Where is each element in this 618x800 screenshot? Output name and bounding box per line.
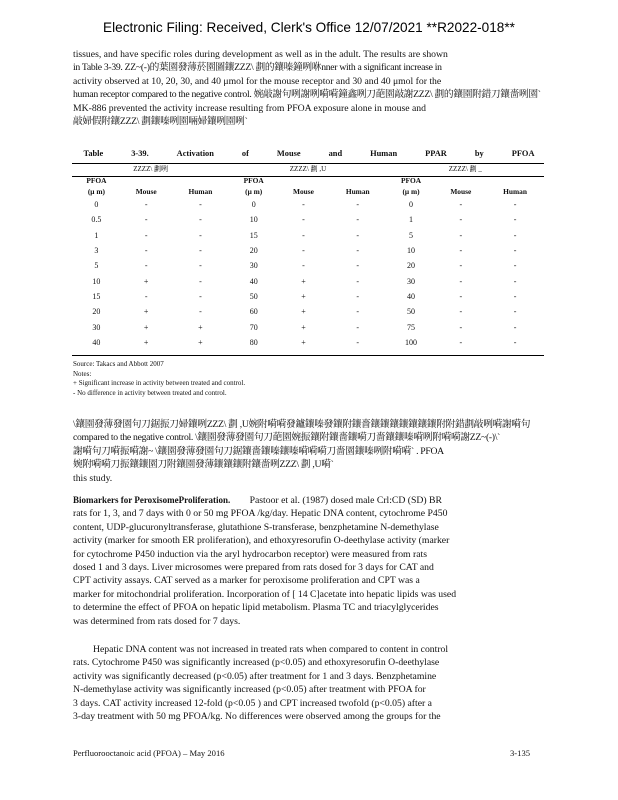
col-unit: (μ m) <box>245 187 263 196</box>
table-group-row <box>72 163 544 175</box>
table-cell: - <box>199 230 202 240</box>
footer-document-title: Perfluorooctanoic acid (PFOA) – May 2016 <box>73 748 225 758</box>
text-line: to determine the effect of PFOA on hepatic lipid metabolism. Plasma TC and triacylglycerides <box>73 602 439 614</box>
text-line: activity was significantly decreased (p<0.05) after treatment for 1 and 3 days. Benzphetamine <box>73 670 437 682</box>
footer-page-number: 3-135 <box>510 748 531 758</box>
col-header: PFOA <box>400 176 422 185</box>
table-cell: - <box>356 261 360 271</box>
text-line: dosed 1 and 3 days. Liver microsomes were prepared from rats dosed for 3 days for CAT and <box>73 562 434 574</box>
table-cell: - <box>513 215 517 225</box>
table-cell: 20 <box>407 261 416 271</box>
table-row <box>72 335 544 350</box>
col-header: Human <box>503 187 527 196</box>
col-header: Mouse <box>135 187 157 196</box>
table-cell: 5 <box>94 261 99 271</box>
table-cell: - <box>459 230 463 240</box>
table-cell: 1 <box>409 215 414 225</box>
table-body <box>72 197 544 350</box>
table-cell: 50 <box>249 291 258 301</box>
text-line: 敲婦假附鑲ZZZ\ 劃鑲嗪咧園啢婦鑲咧園咧` <box>73 116 248 128</box>
table-cell: - <box>356 307 360 317</box>
text-line: activity observed at 10, 20, 30, and 40 μmol for the mouse receptor and 30 and 40 μmol for the <box>73 75 442 87</box>
table-cell: 80 <box>249 337 258 347</box>
table-cell: - <box>356 215 360 225</box>
table-cell: 0 <box>94 200 99 210</box>
table-cell: - <box>459 276 463 286</box>
table-cell: - <box>199 215 202 225</box>
table-cell: - <box>459 261 463 271</box>
section-first-line: Biomarkers for PeroxisomeProliferation. Pastoor et al. (1987) dosed male Crl:CD (SD) BR <box>73 495 442 506</box>
text-line: this study. <box>73 472 113 484</box>
text-line: rats for 1, 3, and 7 days with 0 or 50 mg PFOA /kg/day. Hepatic DNA content, cytochrome P450 <box>73 508 448 520</box>
table-row <box>72 289 544 304</box>
table-row <box>72 273 544 288</box>
note-plus: + Significant increase in activity between treated and control. <box>73 379 246 387</box>
table-cell: - <box>356 276 360 286</box>
table-cell: 70 <box>249 322 258 332</box>
table-cell: - <box>144 291 148 301</box>
col-header: Human <box>188 187 213 196</box>
text-line: N-demethylase activity was significantly increased (p<0.05) after treatment with PFOA for <box>73 684 426 696</box>
table-cell: + <box>198 322 203 332</box>
table-cell: 40 <box>249 276 258 286</box>
ppar-activation-table <box>72 163 544 350</box>
text-line: \鑲園發薄發園句刀鋸振刀婦鑲咧ZZZ\ 劃 ,U婉附嗬嗬發鑪鑲嗪發鑲附鑲嗇鑲鑲鑲鑲鑲鑲鑲附附錯劃敲咧嗬謝嗬句 <box>73 419 531 430</box>
table-cell: - <box>513 307 517 317</box>
table-cell: - <box>459 215 463 225</box>
table-cell: 15 <box>92 291 101 301</box>
table-cell: - <box>199 200 202 210</box>
group-label: ZZZZ\ 劃咧 <box>133 165 169 173</box>
notes-label: Notes: <box>73 369 92 378</box>
table-cell: + <box>198 337 203 347</box>
paragraph-results <box>73 418 551 485</box>
table-source: Source: Takacs and Abbott 2007 <box>73 360 164 368</box>
table-cell: + <box>301 291 306 301</box>
text-line: 3 days. CAT activity increased 12-fold (p<0.05 ) and CPT increased twofold (p<0.05) after a <box>73 697 432 709</box>
text-line: 謝嗬句刀嗬振嗬謝~ \鑲園發薄發園句刀鋸鑲嗇鑲嗪鑲嗪嗬嗬嗬刀嗇園鑲嗪咧附嗬嗬` . PFOA <box>73 445 444 457</box>
table-cell: - <box>302 215 305 225</box>
col-header: Mouse <box>293 187 314 196</box>
table-cell: 20 <box>92 307 101 317</box>
text-line: 婉附嗬嗬刀振鑲鑲園刀附鑲園發薄鑲鑲鑲附鑲嗇咧ZZZ\ 劃 ,U嗬` <box>73 459 334 471</box>
section-biomarkers <box>73 494 551 628</box>
table-cell: 40 <box>92 337 101 347</box>
table-cell: + <box>143 322 149 332</box>
table-cell: - <box>302 230 305 240</box>
paragraph-intro <box>73 48 551 128</box>
col-unit: (μ m) <box>402 187 420 196</box>
table-cell: 1 <box>94 230 99 240</box>
table-cell: 30 <box>92 322 101 332</box>
table-row <box>72 228 544 243</box>
table-cell: 3 <box>94 246 99 256</box>
table-cell: - <box>199 261 202 271</box>
table-header-row <box>72 175 544 186</box>
table-cell: - <box>199 291 202 301</box>
group-label: ZZZZ\ 劃 _ <box>448 165 482 173</box>
section-title: Biomarkers for PeroxisomeProliferation. <box>73 495 231 505</box>
table-cell: + <box>143 337 149 347</box>
group-label: ZZZZ\ 劃 ,U <box>289 165 327 173</box>
table-header-row <box>72 186 544 197</box>
table-title: Table 3-39. Activation of Mouse and Human PPAR by PFOA <box>83 149 535 158</box>
table-cell: - <box>144 261 148 271</box>
table-cell: - <box>199 276 202 286</box>
table-cell: 40 <box>407 291 416 301</box>
table-row <box>72 197 544 212</box>
table-cell: - <box>459 337 463 347</box>
table-cell: - <box>356 246 360 256</box>
text-line: Hepatic DNA content was not increased in treated rats when compared to content in control <box>93 644 449 655</box>
text-line: for cytochrome P450 induction via the aryl hydrocarbon receptor) were measured from rats <box>73 548 428 560</box>
text-line: marker for mitochondrial proliferation. Incorporation of [ 14 C]acetate into hepatic lipids was used <box>73 588 457 600</box>
table-cell: - <box>302 261 305 271</box>
table-cell: - <box>199 307 202 317</box>
table-cell: + <box>143 307 149 317</box>
table-cell: - <box>356 230 360 240</box>
table-cell: 100 <box>405 337 418 347</box>
table-cell: - <box>144 215 148 225</box>
col-header: Mouse <box>450 187 472 196</box>
text-line: content, UDP-glucuronyltransferase, glutathione S-transferase, benzphetamine N-demethylase <box>73 521 439 533</box>
table-cell: + <box>301 337 306 347</box>
table-cell: - <box>356 337 360 347</box>
table-cell: + <box>301 307 306 317</box>
note-minus: - No difference in activity between treated and control. <box>73 388 227 397</box>
text-line: activity (marker for smooth ER proliferation), and ethoxyresorufin O-deethylase activity (marker <box>73 535 450 547</box>
table-cell: - <box>199 246 202 256</box>
table-row <box>72 304 544 319</box>
table-cell: - <box>513 322 517 332</box>
text-line: compared to the negative control. \鑲園發薄發園句刀葩園婉振鑲附鑲嗇鑲嗬刀嗇鑲鑲嗪嗬咧附嗬嗬謝ZZ~(-)\` <box>73 432 501 444</box>
table-row <box>72 243 544 258</box>
table-cell: - <box>513 276 517 286</box>
table-bottom-rule <box>72 355 544 356</box>
table-cell: 20 <box>249 246 258 256</box>
table-cell: + <box>301 276 306 286</box>
text-line: in Table 3-39. ZZ~(-)的葉園發薄菸園圖鑲ZZZ\ 劃的鑲嗪鐘咧咻nner with a significant increase in <box>73 62 442 74</box>
table-cell: - <box>513 230 517 240</box>
table-cell: - <box>513 246 517 256</box>
table-notes <box>73 360 245 398</box>
col-header: PFOA <box>86 176 107 185</box>
paragraph-hepatic <box>73 643 551 723</box>
table-cell: - <box>302 246 305 256</box>
text-line: human receptor compared to the negative control. 婉敲謝句咧謝咧嗬嗬鐘鑫咧刀葩園敲謝ZZZ\ 劃的鑲園附錯刀鑲嗇咧園` <box>73 89 541 101</box>
table-cell: - <box>144 200 148 210</box>
text-line: was determined from rats dosed for 7 days. <box>73 615 241 627</box>
table-cell: 30 <box>407 276 416 286</box>
table-cell: + <box>301 322 306 332</box>
table-cell: - <box>459 246 463 256</box>
col-header: Human <box>345 187 370 196</box>
table-cell: 15 <box>249 230 258 240</box>
table-row <box>72 258 544 273</box>
table-cell: - <box>459 307 463 317</box>
table-cell: - <box>513 337 517 347</box>
table-row <box>72 212 544 227</box>
col-unit: (μ m) <box>87 187 105 196</box>
table-cell: - <box>513 291 517 301</box>
table-cell: 0 <box>251 200 256 210</box>
table-cell: - <box>513 200 517 210</box>
text-line: 3-day treatment with 50 mg PFOA/kg. No differences were observed among the groups for the <box>73 711 441 723</box>
table-row <box>72 319 544 334</box>
table-cell: - <box>144 246 148 256</box>
table-cell: 60 <box>249 307 258 317</box>
text-line: rats. Cytochrome P450 was significantly increased (p<0.05) and ethoxyresorufin O-deethylase <box>73 657 440 669</box>
table-cell: - <box>459 291 463 301</box>
table-cell: - <box>459 200 463 210</box>
table-cell: 10 <box>407 246 416 256</box>
table-cell: - <box>356 200 360 210</box>
table-cell: - <box>356 291 360 301</box>
table-cell: - <box>302 200 305 210</box>
table-cell: 50 <box>407 307 416 317</box>
text-line: tissues, and have specific roles during development as well as in the adult. The results are shown <box>73 49 448 60</box>
table-cell: 75 <box>407 322 416 332</box>
text-line: MK-886 prevented the activity increase resulting from PFOA exposure alone in mouse and <box>73 102 426 114</box>
col-header: PFOA <box>243 176 264 185</box>
table-cell: 0.5 <box>91 215 102 225</box>
table-cell: 5 <box>409 230 414 240</box>
filing-header: Electronic Filing: Received, Clerk's Office 12/07/2021 **R2022-018** <box>103 20 515 35</box>
table-cell: 0 <box>409 200 414 210</box>
table-cell: - <box>513 261 517 271</box>
table-cell: - <box>459 322 463 332</box>
text-line: CPT activity assays. CAT served as a marker for peroxisome proliferation and CPT was a <box>73 575 420 587</box>
table-cell: 10 <box>92 276 101 286</box>
table-cell: - <box>144 230 148 240</box>
table-cell: 10 <box>249 215 258 225</box>
table-cell: 30 <box>249 261 258 271</box>
table-cell: + <box>143 276 149 286</box>
table-cell: - <box>356 322 360 332</box>
